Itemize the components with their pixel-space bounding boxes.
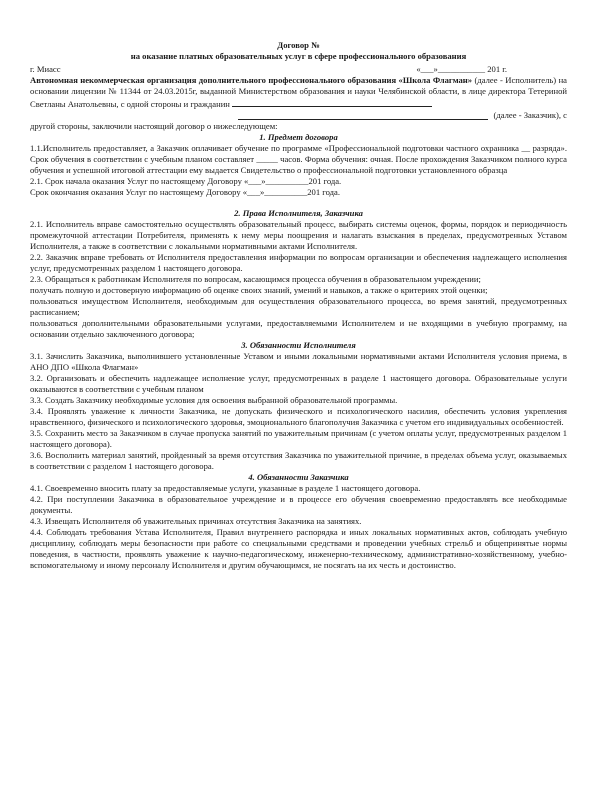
customer-name-blank: [232, 97, 432, 107]
section2-p1: 2.1. Исполнитель вправе самостоятельно осуществлять образовательный процесс, выбирать системы оценок, формы, порядок и периодичность промежуточной аттестации Потребителя, применять к нему меры поощрения и налагать взыскания в пределах, предусмотренных Уставом Исполнителя, а также в соответствии с локальными нормативными актами Исполнителя.: [30, 219, 567, 251]
other-side-text: другой стороны, заключили настоящий договор о нижеследующем:: [30, 121, 278, 131]
section2-p4: получать полную и достоверную информацию об оценке своих знаний, умений и навыков, а также о критериях этой оценки;: [30, 285, 488, 295]
parties-intro: (далее - Исполнитель) на основании лицензии № 11344 от 24.03.2015г, выданной Министерством образования и науки Челябинской области, в лице директора Тетериной Светланы Анатольевны, с одной стороны и гражданин: [30, 75, 567, 109]
section3-p4: 3.4. Проявлять уважение к личности Заказчика, не допускать физического и психологического насилия, обеспечить условия укрепления нравственного, физического и психологического здоровья, эмоционального благополучия Заказчика с учетом его индивидуальных особенностей.: [30, 406, 567, 427]
contract-title: Договор №: [277, 40, 320, 50]
section2-p2: 2.2. Заказчик вправе требовать от Исполнителя предоставления информации по вопросам организации и обеспечения надлежащего исполнения услуг, предусмотренных разделом 1 настоящего договора.: [30, 252, 567, 273]
section3-p5: 3.5. Сохранить место за Заказчиком в случае пропуска занятий по уважительным причинам (с учетом оплаты услуг, предусмотренных разделом 1 настоящего договора).: [30, 428, 567, 449]
org-name: Автономная некоммерческая организация дополнительного профессионального образования «Школа Флагман»: [30, 75, 473, 85]
section1-p3: Срок окончания оказания Услуг по настоящему Договору «___»__________201 года.: [30, 187, 340, 197]
section3-p1: 3.1. Зачислить Заказчика, выполнившего установленные Уставом и иными локальными нормативными актами Исполнителя условия приема, в АНО ДПО «Школа Флагман»: [30, 351, 567, 372]
section1-p2: 2.1. Срок начала оказания Услуг по настоящему Договору «___»__________201 года.: [30, 176, 342, 186]
section4-p1: 4.1. Своевременно вносить плату за предоставляемые услуги, указанные в разделе 1 настоящего договора.: [30, 483, 421, 493]
customer-suffix: (далее - Заказчик), с: [493, 110, 567, 120]
section3-p2: 3.2. Организовать и обеспечить надлежащее исполнение услуг, предусмотренных в разделе 1 настоящего договора. Образовательные услуги оказываются в соответствии с учебным планом: [30, 373, 567, 394]
section4-p3: 4.3. Извещать Исполнителя об уважительных причинах отсутствия Заказчика на занятиях.: [30, 516, 362, 526]
contract-subtitle: на оказание платных образовательных услуг в сфере профессионального образования: [130, 51, 467, 61]
contract-date: «___»___________ 201 г.: [416, 64, 507, 74]
section1-heading: 1. Предмет договора: [259, 132, 338, 142]
section2-p5: пользоваться имуществом Исполнителя, необходимым для осуществления образовательного процесса, во время занятий, предусмотренных расписанием;: [30, 296, 567, 317]
section2-heading: 2. Права Исполнителя, Заказчика: [234, 208, 363, 218]
spacer: [30, 198, 567, 208]
section4-p2: 4.2. При поступлении Заказчика в образовательное учреждение и в процессе его обучения своевременно предоставлять все необходимые документы.: [30, 494, 567, 515]
parties-paragraph: [30, 75, 567, 110]
section3-heading: 3. Обязанности Исполнителя: [241, 340, 356, 350]
city: г. Миасс: [30, 64, 61, 74]
city-date-line: [30, 64, 567, 75]
section3-p6: 3.6. Восполнить материал занятий, пройденный за время отсутствия Заказчика по уважительной причине, в пределах объема услуг, оказываемых в соответствии с разделом 1 настоящего договора.: [30, 450, 567, 471]
customer-name-blank-2: [238, 110, 488, 120]
section3-p3: 3.3. Создать Заказчику необходимые условия для освоения выбранной образовательной программы.: [30, 395, 398, 405]
section4-heading: 4. Обязанности Заказчика: [248, 472, 349, 482]
section2-p6: пользоваться дополнительными образовательными услугами, предоставляемыми Исполнителем и не входящими в учебную программу, на основании отдельно заключенного договора;: [30, 318, 567, 339]
section4-p4: 4.4. Соблюдать требования Устава Исполнителя, Правил внутреннего распорядка и иных локальных нормативных актов, соблюдать учебную дисциплину, соблюдать меры безопасности при работе со специальными средствами и проведении учебных стрельб и общепринятые нормы поведения, в частности, проявлять уважение к научно-педагогическому, инженерно-техническому, административно-хозяйственному, учебно-вспомогательному и иному персоналу Исполнителя и другим обучающимся, не посягать на их честь и достоинство.: [30, 527, 567, 570]
section2-p3: 2.3. Обращаться к работникам Исполнителя по вопросам, касающимся процесса обучения в образовательном учреждении;: [30, 274, 481, 284]
section1-p1: 1.1.Исполнитель предоставляет, а Заказчик оплачивает обучение по программе «Профессиональной подготовки частного охранника __ разряда». Срок обучения в соответствии с учебным планом составляет _____ часов. Форма обучения: очная. После прохождения Заказчиком полного курса обучения и успешной итоговой аттестации ему выдается Свидетельство о профессиональной подготовки установленного образца: [30, 143, 567, 175]
customer-line: [30, 110, 567, 121]
